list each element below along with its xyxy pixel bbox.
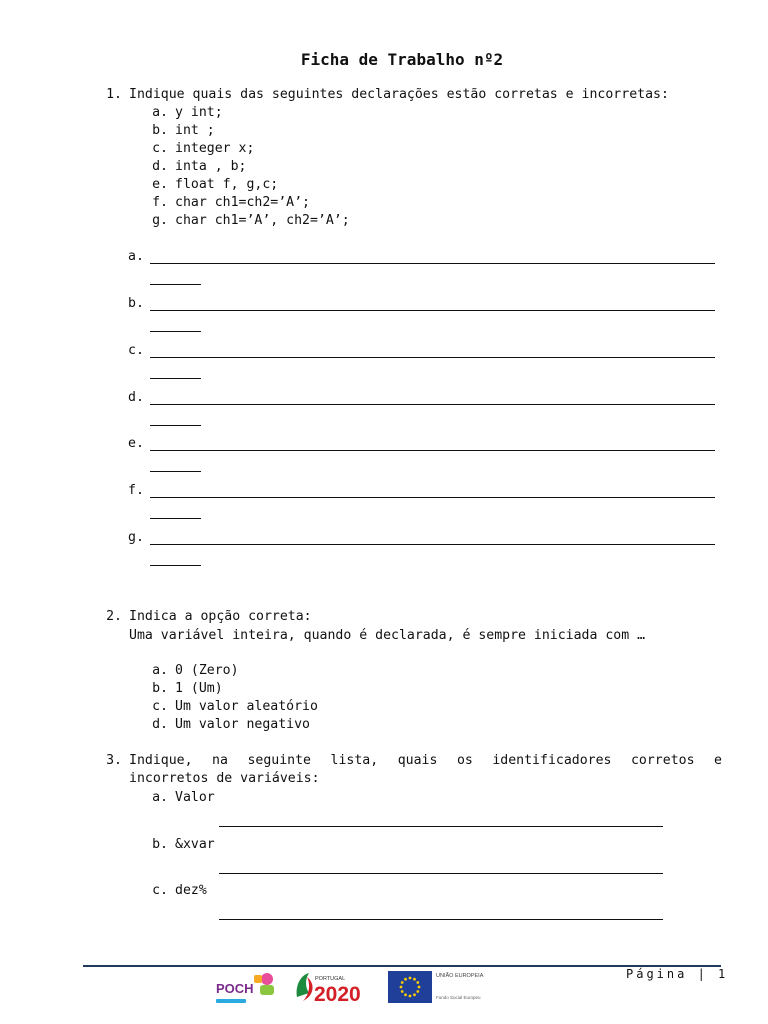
q2-option-letter: d. xyxy=(152,717,168,732)
answer-line-continuation[interactable] xyxy=(150,518,201,519)
answer-line[interactable] xyxy=(150,404,715,405)
poch-logo-shape xyxy=(216,999,246,1003)
answer-line-continuation[interactable] xyxy=(150,425,201,426)
poch-logo-shape xyxy=(254,975,262,983)
page-number: Página | 1 xyxy=(626,967,729,981)
answer-line[interactable] xyxy=(150,263,715,264)
q1-option-letter: a. xyxy=(152,105,168,120)
portugal-logo-year: 2020 xyxy=(314,983,361,1003)
answer-line[interactable] xyxy=(150,357,715,358)
q3-option-text: Valor xyxy=(175,790,215,805)
q1-option-text: int ; xyxy=(175,123,215,138)
q3-option-letter: b. xyxy=(152,837,168,852)
eu-flag-icon xyxy=(388,971,432,1003)
q1-option-text: inta , b; xyxy=(175,159,247,174)
identifier-answer-line[interactable] xyxy=(219,873,663,874)
q1-option-letter: b. xyxy=(152,123,168,138)
q1-option-text: char ch1=’A’, ch2=’A’; xyxy=(175,213,350,228)
identifier-answer-line[interactable] xyxy=(219,919,663,920)
portugal-logo-caption: PORTUGAL xyxy=(315,976,346,982)
q3-option-letter: a. xyxy=(152,790,168,805)
q1-option-letter: e. xyxy=(152,177,168,192)
q1-option-text: integer x; xyxy=(175,141,255,156)
q2-option-text: Um valor negativo xyxy=(175,717,310,732)
q2-option-letter: a. xyxy=(152,663,168,678)
q3-option-text: dez% xyxy=(175,883,207,898)
answer-line-continuation[interactable] xyxy=(150,565,201,566)
q1-option-letter: c. xyxy=(152,141,168,156)
answer-line[interactable] xyxy=(150,310,715,311)
poch-logo-shape xyxy=(261,973,273,985)
answer-letter: c. xyxy=(128,343,144,358)
answer-letter: f. xyxy=(128,483,144,498)
answer-line[interactable] xyxy=(150,544,715,545)
answer-line[interactable] xyxy=(150,450,715,451)
portugal-logo-leaf xyxy=(297,973,309,997)
q1-option-letter: d. xyxy=(152,159,168,174)
q2-option-text: 0 (Zero) xyxy=(175,663,239,678)
answer-letter: e. xyxy=(128,436,144,451)
q1-option-text: y int; xyxy=(175,105,223,120)
portugal-2020-logo xyxy=(293,971,377,1003)
q2-prompt: Indica a opção correta: xyxy=(129,609,312,624)
answer-letter: a. xyxy=(128,249,144,264)
q2-option-text: Um valor aleatório xyxy=(175,699,318,714)
answer-line[interactable] xyxy=(150,497,715,498)
eu-logo-subcaption: Fundo Social Europeu xyxy=(436,995,481,1000)
q1-option-text: char ch1=ch2=’A’; xyxy=(175,195,310,210)
answer-letter: d. xyxy=(128,390,144,405)
q3-option-text: &xvar xyxy=(175,837,215,852)
q3-text-line2: incorretos de variáveis: xyxy=(129,771,320,786)
q3-number: 3. xyxy=(106,753,122,768)
q1-number: 1. xyxy=(106,87,122,102)
answer-letter: b. xyxy=(128,296,144,311)
answer-line-continuation[interactable] xyxy=(150,378,201,379)
identifier-answer-line[interactable] xyxy=(219,826,663,827)
eu-fse-logo xyxy=(388,970,492,1004)
answer-letter: g. xyxy=(128,530,144,545)
q2-number: 2. xyxy=(106,609,122,624)
answer-line-continuation[interactable] xyxy=(150,471,201,472)
q1-option-letter: g. xyxy=(152,213,168,228)
poch-logo-shape xyxy=(260,985,274,995)
q2-option-text: 1 (Um) xyxy=(175,681,223,696)
q1-option-text: float f, g,c; xyxy=(175,177,279,192)
document-title: Ficha de Trabalho nº2 xyxy=(300,50,504,69)
q1-text: Indique quais das seguintes declarações estão corretas e incorretas: xyxy=(129,87,669,102)
q2-text: Uma variável inteira, quando é declarada, é sempre iniciada com … xyxy=(129,628,646,643)
answer-line-continuation[interactable] xyxy=(150,331,201,332)
q2-option-letter: b. xyxy=(152,681,168,696)
q1-option-letter: f. xyxy=(152,195,168,210)
q3-option-letter: c. xyxy=(152,883,168,898)
poch-logo xyxy=(214,969,280,1005)
eu-logo-caption: UNIÃO EUROPEIA xyxy=(436,973,484,979)
q3-text-line1: Indique, na seguinte lista, quais os identificadores corretos e xyxy=(129,753,722,768)
poch-logo-text: POCH xyxy=(216,981,254,996)
answer-line-continuation[interactable] xyxy=(150,284,201,285)
q2-option-letter: c. xyxy=(152,699,168,714)
